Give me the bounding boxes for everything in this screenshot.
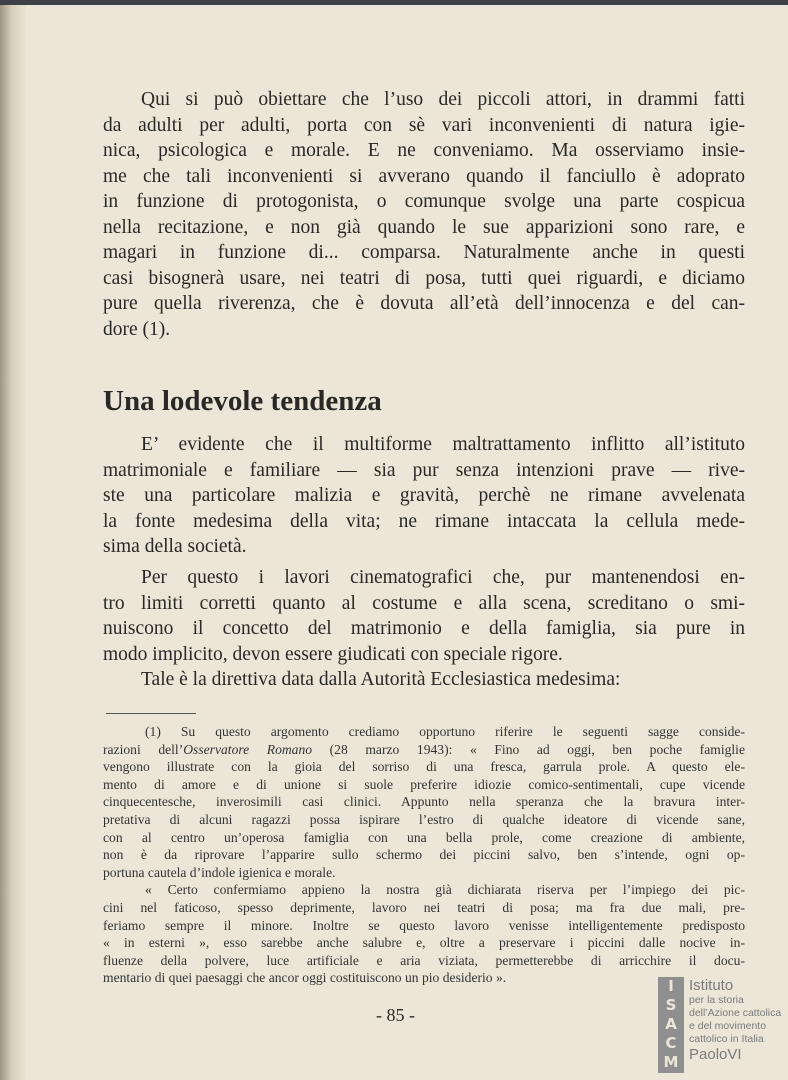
- logo-line: Istituto: [689, 977, 734, 994]
- archive-watermark-logo: [658, 973, 786, 1073]
- text-line: Qui si può obiettare che l’uso dei piccoli attori, in drammi fatti: [141, 89, 745, 110]
- text-line: casi bisognerà usare, nei teatri di posa, tutti quei riguardi, e diciamo: [103, 267, 745, 289]
- logo-line: PaoloVI: [689, 1046, 742, 1063]
- paragraph-4: [103, 667, 745, 693]
- paragraph-1: [103, 87, 745, 342]
- footnote-line: (1) Su questo argomento crediamo opportuno riferire le seguenti sagge conside-: [145, 724, 745, 739]
- text-line: modo implicito, devon essere giudicati con speciale rigore.: [103, 643, 563, 665]
- footnote-line: feriamo sempre il minore. Inoltre se questo lavoro venisse intelligentemente predisposto: [103, 917, 745, 933]
- newspaper-title: Osservatore Romano: [183, 741, 313, 757]
- text-line: in funzione di protogonista, o comunque svolge una parte cospicua: [103, 191, 745, 212]
- footnote-line: vengono illustrate con la gioia del sorriso di una fresca, garrula prole. A questo ele-: [103, 759, 745, 775]
- footnote-line: con al centro un’operosa famiglia con una bella prole, come creazione di ambiente,: [103, 829, 745, 845]
- text-line: dore (1).: [103, 318, 171, 340]
- text-line: matrimoniale e familiare — sia pur senza intenzioni prave — rive-: [103, 459, 745, 481]
- footnote-line: fluenze della polvere, luce artificiale e aria viziata, permetterebbe di arricchire il docu-: [103, 952, 745, 968]
- section-heading: Una lodevole tendenza: [103, 385, 382, 417]
- text-line: nuiscono il concetto del matrimonio e della famiglia, sia pure in: [103, 618, 745, 639]
- logo-letter: A: [665, 1015, 677, 1033]
- logo-mark: [658, 977, 684, 1073]
- logo-line: dell’Azione cattolica: [689, 1007, 782, 1019]
- text-line: ste una particolare malizia e gravità, perchè ne rimane avvelenata: [103, 485, 745, 506]
- text-line: da adulti per adulti, porta con sè vari inconvenienti di natura igie-: [103, 114, 745, 136]
- logo-text: [689, 977, 787, 1063]
- footnote-line: [103, 741, 745, 759]
- text-line: me che tali inconvenienti si avverano quando il fanciullo è adoprato: [103, 165, 745, 187]
- paragraph-3: [103, 565, 745, 667]
- logo-letter: M: [663, 1053, 679, 1071]
- book-binding-shadow: [0, 5, 26, 1080]
- footnote: [103, 723, 745, 987]
- text-line: magari in funzione di... comparsa. Naturalmente anche in questi: [103, 242, 745, 263]
- text-line: sima della società.: [103, 536, 247, 557]
- text-line: E’ evidente che il multiforme maltrattamento inflitto all’istituto: [141, 434, 745, 455]
- footnote-line: mento di amore e di unione si suole preferire idiozie comico-sentimentali, cupe vicende: [103, 776, 745, 792]
- book-page: [26, 5, 788, 1080]
- page-number: - 85 -: [376, 1005, 415, 1025]
- footnote-line: cini nel faticoso, spesso deprimente, lavoro nei teatri di posa; ma fra due mali, pre-: [103, 899, 745, 915]
- footnote-line: cinquecentesche, inverosimili casi clinici. Appunto nella speranza che la bravura inter-: [103, 794, 745, 810]
- footnote-separator: [106, 713, 196, 714]
- logo-letter: I: [668, 977, 674, 995]
- logo-line: e del movimento: [689, 1020, 767, 1032]
- text-line: la fonte medesima della vita; ne rimane intaccata la cellula mede-: [103, 510, 745, 532]
- footnote-text: razioni dell’: [103, 741, 184, 757]
- text-line: Tale è la direttiva data dalla Autorità Ecclesiastica medesima:: [141, 669, 621, 690]
- text-line: nella recitazione, e non già quando le sue apparizioni sono rare, e: [103, 216, 745, 238]
- footnote-line: non è da riprovare l’apparire sullo schermo dei piccini salvo, ben s’intende, ogni op-: [103, 847, 745, 863]
- footnote-line: portuna cautela d’indole igienica e morale.: [103, 864, 336, 880]
- text-line: tro limiti corretti quanto al costume e alla scena, screditano o smi-: [103, 592, 745, 614]
- text-line: pure quella riverenza, che è dovuta all’età dell’innocenza e del can-: [103, 293, 745, 314]
- footnote-line: mentario di quei paesaggi che ancor oggi costituiscono un pio desiderio ».: [103, 970, 507, 986]
- footnote-line: « in esterni », esso sarebbe anche salubre e, oltre a preservare i piccini dalle nocive in-: [103, 935, 745, 951]
- footnote-text: (28 marzo 1943): « Fino ad oggi, ben poche famiglie: [312, 741, 745, 757]
- footnote-line: pretativa di alcuni ragazzi possa ispirare l’estro di qualche ideatore di vicende sane,: [103, 811, 745, 827]
- text-line: nica, psicologica e morale. E ne conveniamo. Ma osserviamo insie-: [103, 140, 745, 161]
- logo-line: cattolico in Italia: [689, 1033, 764, 1045]
- logo-line: per la storia: [689, 994, 744, 1006]
- paragraph-2: [103, 432, 745, 560]
- footnote-line: « Certo confermiamo appieno la nostra già dichiarata riserva per l’impiego dei pic-: [145, 882, 745, 898]
- logo-letter: C: [665, 1034, 677, 1052]
- text-line: Per questo i lavori cinematografici che, pur mantenendosi en-: [141, 567, 745, 588]
- logo-letter: S: [665, 996, 677, 1014]
